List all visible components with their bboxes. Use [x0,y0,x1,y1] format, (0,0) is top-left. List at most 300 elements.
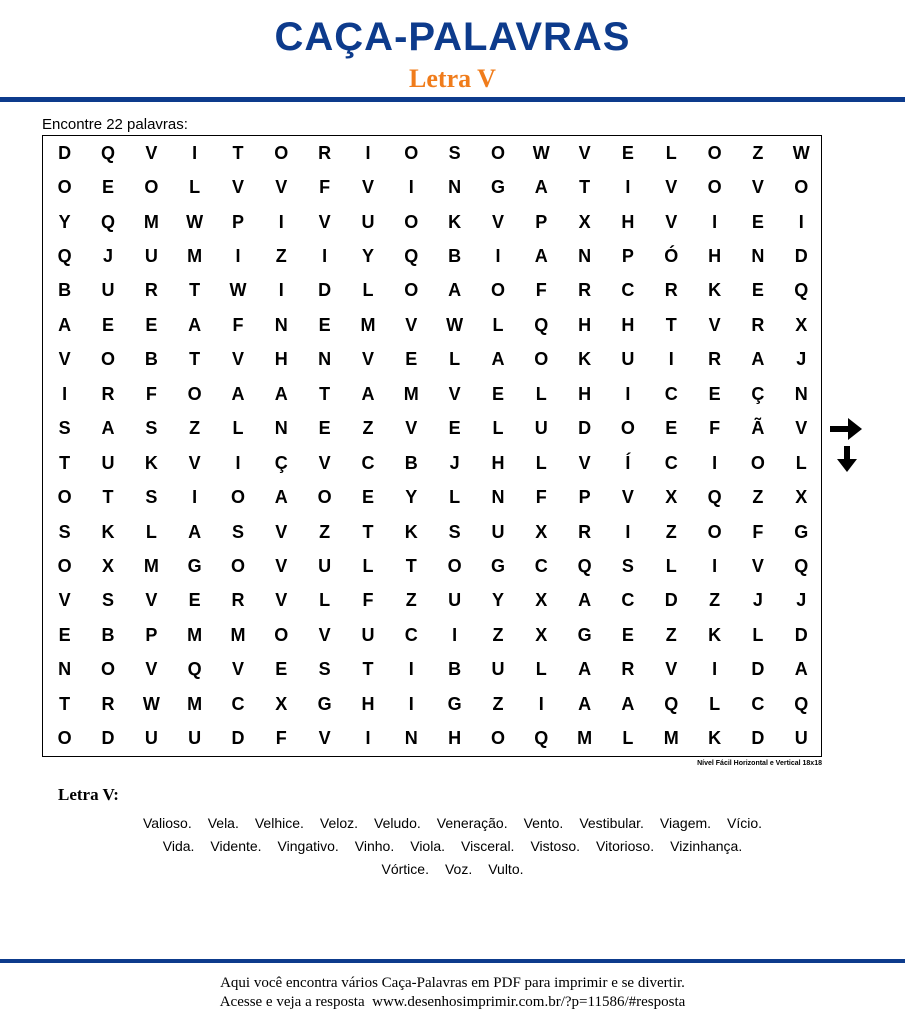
grid-cell[interactable]: X [795,487,808,508]
grid-cell[interactable]: D [751,728,765,749]
grid-cell[interactable]: L [449,487,461,508]
grid-cell[interactable]: X [535,590,548,611]
grid-cell[interactable]: D [231,728,245,749]
grid-cell[interactable]: I [668,349,674,370]
grid-cell[interactable]: W [446,314,464,335]
grid-cell[interactable]: O [404,280,419,301]
grid-cell[interactable]: E [491,383,504,404]
grid-cell[interactable]: O [274,624,289,645]
grid-cell[interactable]: Z [709,590,721,611]
grid-cell[interactable]: N [491,487,505,508]
grid-cell[interactable]: M [360,314,376,335]
grid-cell[interactable]: S [448,142,461,163]
grid-cell[interactable]: V [665,211,678,232]
grid-cell[interactable]: E [405,349,418,370]
grid-cell[interactable]: Q [57,246,72,267]
grid-cell[interactable]: A [448,280,462,301]
grid-cell[interactable]: T [189,280,201,301]
grid-cell[interactable]: Q [794,693,809,714]
grid-cell[interactable]: I [365,142,371,163]
grid-cell[interactable]: W [792,142,810,163]
grid-cell[interactable]: O [187,383,202,404]
grid-cell[interactable]: L [622,728,634,749]
grid-cell[interactable]: E [318,314,331,335]
grid-cell[interactable]: J [752,590,763,611]
grid-cell[interactable]: Z [752,487,764,508]
grid-cell[interactable]: O [144,177,159,198]
grid-cell[interactable]: O [794,177,809,198]
grid-cell[interactable]: J [449,452,460,473]
grid-cell[interactable]: Y [491,590,504,611]
grid-cell[interactable]: N [578,246,592,267]
grid-cell[interactable]: L [232,418,244,439]
grid-cell[interactable]: N [751,246,765,267]
grid-cell[interactable]: L [535,383,547,404]
grid-cell[interactable]: W [229,280,247,301]
grid-cell[interactable]: M [187,624,203,645]
grid-cell[interactable]: M [577,728,593,749]
grid-cell[interactable]: L [145,521,157,542]
grid-cell[interactable]: Q [794,555,809,576]
grid-cell[interactable]: G [794,521,809,542]
grid-cell[interactable]: I [322,246,328,267]
grid-cell[interactable]: L [189,177,201,198]
grid-cell[interactable]: O [404,211,419,232]
grid-cell[interactable]: O [707,521,722,542]
grid-cell[interactable]: Í [625,452,631,473]
grid-cell[interactable]: B [144,349,158,370]
grid-cell[interactable]: U [144,246,158,267]
grid-cell[interactable]: V [795,418,808,439]
grid-cell[interactable]: C [621,280,635,301]
grid-cell[interactable]: O [750,452,765,473]
grid-cell[interactable]: J [796,590,807,611]
grid-cell[interactable]: X [665,487,678,508]
grid-cell[interactable]: U [318,555,332,576]
grid-cell[interactable]: U [361,211,375,232]
grid-cell[interactable]: E [448,418,461,439]
grid-cell[interactable]: E [275,659,288,680]
grid-cell[interactable]: K [101,521,115,542]
grid-cell[interactable]: U [448,590,462,611]
grid-cell[interactable]: C [404,624,418,645]
grid-cell[interactable]: E [318,418,331,439]
grid-cell[interactable]: Y [361,246,374,267]
grid-cell[interactable]: T [405,555,417,576]
grid-cell[interactable]: V [188,452,201,473]
grid-cell[interactable]: V [58,590,71,611]
grid-cell[interactable]: Ç [274,452,288,473]
grid-cell[interactable]: G [187,555,202,576]
grid-cell[interactable]: C [231,693,245,714]
grid-cell[interactable]: V [751,177,764,198]
grid-cell[interactable]: Q [100,142,115,163]
grid-cell[interactable]: M [663,728,679,749]
grid-cell[interactable]: H [621,314,635,335]
grid-cell[interactable]: E [101,177,114,198]
grid-cell[interactable]: T [189,349,201,370]
grid-cell[interactable]: E [708,383,721,404]
grid-cell[interactable]: S [448,521,461,542]
grid-cell[interactable]: X [795,314,808,335]
grid-cell[interactable]: E [751,280,764,301]
grid-cell[interactable]: Y [405,487,418,508]
grid-cell[interactable]: H [361,693,375,714]
grid-cell[interactable]: T [319,383,331,404]
grid-cell[interactable]: V [578,142,591,163]
grid-cell[interactable]: Z [665,624,677,645]
grid-cell[interactable]: S [101,590,114,611]
grid-cell[interactable]: A [231,383,245,404]
grid-cell[interactable]: Q [707,487,722,508]
grid-cell[interactable]: O [490,280,505,301]
grid-cell[interactable]: O [100,659,115,680]
grid-cell[interactable]: X [535,521,548,542]
grid-cell[interactable]: N [794,383,808,404]
grid-cell[interactable]: R [751,314,765,335]
grid-cell[interactable]: T [59,693,71,714]
grid-cell[interactable]: B [448,659,462,680]
grid-cell[interactable]: Z [492,693,504,714]
grid-cell[interactable]: O [707,177,722,198]
grid-cell[interactable]: P [231,211,244,232]
grid-cell[interactable]: Z [665,521,677,542]
grid-cell[interactable]: H [578,314,592,335]
grid-cell[interactable]: L [665,555,677,576]
grid-cell[interactable]: H [621,211,635,232]
grid-cell[interactable]: A [58,314,72,335]
grid-cell[interactable]: V [145,590,158,611]
grid-cell[interactable]: O [274,142,289,163]
grid-cell[interactable]: R [621,659,635,680]
grid-cell[interactable]: O [100,349,115,370]
grid-cell[interactable]: E [188,590,201,611]
grid-cell[interactable]: F [535,487,547,508]
grid-cell[interactable]: S [145,418,158,439]
grid-cell[interactable]: Z [319,521,331,542]
grid-cell[interactable]: T [665,314,677,335]
grid-cell[interactable]: H [274,349,288,370]
grid-cell[interactable]: L [319,590,331,611]
grid-cell[interactable]: O [230,487,245,508]
grid-cell[interactable]: R [578,521,592,542]
grid-cell[interactable]: L [752,624,764,645]
grid-cell[interactable]: A [751,349,765,370]
grid-cell[interactable]: F [362,590,374,611]
grid-cell[interactable]: Q [664,693,679,714]
grid-cell[interactable]: G [577,624,592,645]
grid-cell[interactable]: O [230,555,245,576]
grid-cell[interactable]: V [231,177,244,198]
grid-cell[interactable]: D [794,246,808,267]
grid-cell[interactable]: H [708,246,722,267]
grid-cell[interactable]: N [448,177,462,198]
grid-cell[interactable]: M [187,693,203,714]
grid-cell[interactable]: O [57,555,72,576]
grid-cell[interactable]: Z [752,142,764,163]
grid-cell[interactable]: M [143,555,159,576]
grid-cell[interactable]: A [188,314,202,335]
grid-cell[interactable]: W [532,142,550,163]
grid-cell[interactable]: E [58,624,71,645]
grid-cell[interactable]: I [408,693,414,714]
grid-cell[interactable]: Q [534,728,549,749]
grid-cell[interactable]: V [751,555,764,576]
grid-cell[interactable]: I [712,555,718,576]
grid-cell[interactable]: X [101,555,114,576]
grid-cell[interactable]: V [231,349,244,370]
grid-cell[interactable]: N [404,728,418,749]
grid-cell[interactable]: M [230,624,246,645]
grid-cell[interactable]: Q [794,280,809,301]
grid-cell[interactable]: S [318,659,331,680]
grid-cell[interactable]: I [365,728,371,749]
grid-cell[interactable]: I [278,280,284,301]
grid-cell[interactable]: D [578,418,592,439]
grid-cell[interactable]: T [232,142,244,163]
grid-cell[interactable]: A [274,487,288,508]
grid-cell[interactable]: Y [58,211,71,232]
grid-cell[interactable]: T [362,659,374,680]
grid-cell[interactable]: L [362,555,374,576]
grid-cell[interactable]: I [192,142,198,163]
grid-cell[interactable]: C [751,693,765,714]
grid-cell[interactable]: R [578,280,592,301]
grid-cell[interactable]: U [361,624,375,645]
grid-cell[interactable]: I [625,177,631,198]
grid-cell[interactable]: R [318,142,332,163]
grid-cell[interactable]: V [318,624,331,645]
grid-cell[interactable]: O [57,728,72,749]
grid-cell[interactable]: F [275,728,287,749]
grid-cell[interactable]: C [621,590,635,611]
grid-cell[interactable]: I [538,693,544,714]
grid-cell[interactable]: U [491,521,505,542]
grid-cell[interactable]: P [578,487,591,508]
grid-cell[interactable]: Q [100,211,115,232]
grid-cell[interactable]: V [318,211,331,232]
grid-cell[interactable]: V [621,487,634,508]
grid-cell[interactable]: Z [492,624,504,645]
grid-cell[interactable]: O [534,349,549,370]
grid-cell[interactable]: L [535,659,547,680]
grid-cell[interactable]: L [709,693,721,714]
grid-cell[interactable]: F [319,177,331,198]
grid-cell[interactable]: S [58,521,71,542]
grid-cell[interactable]: U [144,728,158,749]
grid-cell[interactable]: D [58,142,72,163]
grid-cell[interactable]: H [448,728,462,749]
grid-cell[interactable]: I [408,177,414,198]
grid-cell[interactable]: I [798,211,804,232]
grid-cell[interactable]: K [404,521,418,542]
grid-cell[interactable]: L [492,418,504,439]
grid-cell[interactable]: U [794,728,808,749]
grid-cell[interactable]: P [621,246,634,267]
grid-cell[interactable]: U [491,659,505,680]
grid-cell[interactable]: B [58,280,72,301]
grid-cell[interactable]: E [361,487,374,508]
grid-cell[interactable]: M [143,211,159,232]
grid-cell[interactable]: R [144,280,158,301]
grid-cell[interactable]: T [579,177,591,198]
grid-cell[interactable]: S [58,418,71,439]
grid-cell[interactable]: A [491,349,505,370]
grid-cell[interactable]: S [231,521,244,542]
grid-cell[interactable]: U [188,728,202,749]
grid-cell[interactable]: W [186,211,204,232]
grid-cell[interactable]: R [664,280,678,301]
grid-cell[interactable]: Ó [664,246,679,267]
grid-cell[interactable]: A [578,693,592,714]
grid-cell[interactable]: U [101,452,115,473]
grid-cell[interactable]: E [751,211,764,232]
grid-cell[interactable]: U [101,280,115,301]
grid-cell[interactable]: N [318,349,332,370]
grid-cell[interactable]: I [495,246,501,267]
grid-cell[interactable]: Ç [751,383,765,404]
grid-cell[interactable]: D [101,728,115,749]
grid-cell[interactable]: Z [275,246,287,267]
grid-cell[interactable]: M [403,383,419,404]
grid-cell[interactable]: Z [405,590,417,611]
grid-cell[interactable]: G [317,693,332,714]
grid-cell[interactable]: J [102,246,113,267]
grid-cell[interactable]: I [278,211,284,232]
grid-cell[interactable]: B [448,246,462,267]
grid-cell[interactable]: K [578,349,592,370]
grid-cell[interactable]: T [59,452,71,473]
grid-cell[interactable]: L [665,142,677,163]
grid-cell[interactable]: Q [404,246,419,267]
grid-cell[interactable]: V [275,521,288,542]
grid-cell[interactable]: O [317,487,332,508]
grid-cell[interactable]: U [621,349,635,370]
grid-cell[interactable]: C [664,452,678,473]
grid-cell[interactable]: F [145,383,157,404]
grid-cell[interactable]: I [452,624,458,645]
grid-cell[interactable]: D [664,590,678,611]
grid-cell[interactable]: V [145,659,158,680]
grid-cell[interactable]: A [274,383,288,404]
grid-cell[interactable]: G [490,177,505,198]
grid-cell[interactable]: V [275,555,288,576]
grid-cell[interactable]: K [144,452,158,473]
grid-cell[interactable]: O [707,142,722,163]
grid-cell[interactable]: I [408,659,414,680]
grid-cell[interactable]: A [101,418,115,439]
grid-cell[interactable]: L [492,314,504,335]
grid-cell[interactable]: V [145,142,158,163]
grid-cell[interactable]: A [534,246,548,267]
grid-cell[interactable]: O [447,555,462,576]
grid-cell[interactable]: F [535,280,547,301]
grid-cell[interactable]: R [101,693,115,714]
grid-cell[interactable]: Z [189,418,201,439]
grid-cell[interactable]: A [188,521,202,542]
grid-cell[interactable]: K [708,728,722,749]
grid-cell[interactable]: L [795,452,807,473]
grid-cell[interactable]: L [362,280,374,301]
grid-cell[interactable]: X [275,693,288,714]
grid-cell[interactable]: F [752,521,764,542]
grid-cell[interactable]: C [361,452,375,473]
grid-cell[interactable]: V [708,314,721,335]
grid-cell[interactable]: I [235,246,241,267]
grid-cell[interactable]: I [712,659,718,680]
grid-cell[interactable]: I [625,383,631,404]
grid-cell[interactable]: H [578,383,592,404]
grid-cell[interactable]: F [232,314,244,335]
grid-cell[interactable]: V [361,177,374,198]
grid-cell[interactable]: Ã [751,418,765,439]
grid-cell[interactable]: L [535,452,547,473]
grid-cell[interactable]: P [145,624,158,645]
grid-cell[interactable]: E [145,314,158,335]
grid-cell[interactable]: V [231,659,244,680]
grid-cell[interactable]: E [621,142,634,163]
grid-cell[interactable]: I [62,383,68,404]
grid-cell[interactable]: O [490,142,505,163]
grid-cell[interactable]: S [621,555,634,576]
grid-cell[interactable]: D [318,280,332,301]
grid-cell[interactable]: J [796,349,807,370]
grid-cell[interactable]: V [275,590,288,611]
grid-cell[interactable]: B [404,452,418,473]
grid-cell[interactable]: D [751,659,765,680]
grid-cell[interactable]: A [578,590,592,611]
grid-cell[interactable]: V [275,177,288,198]
grid-cell[interactable]: Q [577,555,592,576]
grid-cell[interactable]: V [58,349,71,370]
grid-cell[interactable]: R [708,349,722,370]
grid-cell[interactable]: Q [534,314,549,335]
grid-cell[interactable]: I [192,487,198,508]
grid-cell[interactable]: W [142,693,160,714]
grid-cell[interactable]: L [449,349,461,370]
grid-cell[interactable]: O [57,177,72,198]
grid-cell[interactable]: S [145,487,158,508]
grid-cell[interactable]: E [665,418,678,439]
grid-cell[interactable]: V [665,177,678,198]
grid-cell[interactable]: N [58,659,72,680]
grid-cell[interactable]: K [448,211,462,232]
grid-cell[interactable]: O [404,142,419,163]
grid-cell[interactable]: A [578,659,592,680]
grid-cell[interactable]: Q [187,659,202,680]
grid-cell[interactable]: M [187,246,203,267]
grid-cell[interactable]: V [448,383,461,404]
grid-cell[interactable]: I [625,521,631,542]
grid-cell[interactable]: A [361,383,375,404]
grid-cell[interactable]: C [534,555,548,576]
grid-cell[interactable]: B [101,624,115,645]
grid-cell[interactable]: P [535,211,548,232]
grid-cell[interactable]: V [361,349,374,370]
grid-cell[interactable]: R [231,590,245,611]
grid-cell[interactable]: V [405,314,418,335]
grid-cell[interactable]: V [318,728,331,749]
grid-cell[interactable]: D [794,624,808,645]
grid-cell[interactable]: G [447,693,462,714]
grid-cell[interactable]: A [794,659,808,680]
grid-cell[interactable]: I [235,452,241,473]
grid-cell[interactable]: I [712,211,718,232]
grid-cell[interactable]: A [534,177,548,198]
grid-cell[interactable]: G [490,555,505,576]
grid-cell[interactable]: O [57,487,72,508]
grid-cell[interactable]: F [709,418,721,439]
